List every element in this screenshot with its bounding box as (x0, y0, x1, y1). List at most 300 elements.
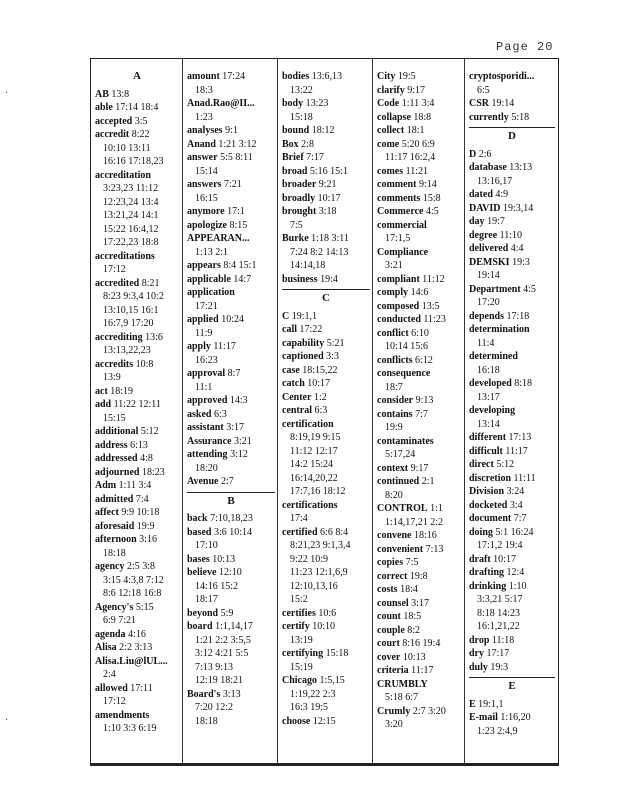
index-entry (377, 165, 462, 179)
index-term: contaminates (377, 435, 434, 447)
index-term: allowed (95, 682, 128, 694)
index-term: APPEARAN... (187, 233, 250, 244)
page-line-refs: 7:24 8:2 14:13 (290, 246, 349, 258)
page-line-refs: 10:8 (133, 358, 154, 370)
page-line-refs: 15:15 (103, 412, 126, 424)
index-term: direct (469, 459, 494, 470)
page-line-refs: 3:21 (231, 435, 252, 447)
index-entry (377, 408, 462, 435)
page-line-refs: 3:12 (227, 449, 248, 460)
page-line-refs: 3:6 10:14 (211, 526, 253, 538)
index-term: E-mail (469, 712, 498, 723)
index-entry (282, 323, 370, 337)
page-line-refs: 11:17 (502, 445, 528, 457)
page-line-refs: 19:14 (489, 98, 515, 109)
index-entry (95, 385, 179, 399)
index-term: D (469, 148, 477, 160)
index-term: bases (187, 553, 210, 565)
index-term: comments (377, 192, 421, 204)
index-entry (187, 408, 275, 422)
page-line-refs: 14:7 (230, 273, 252, 285)
index-term: drafting (469, 567, 504, 578)
index-term: accredited (95, 277, 140, 289)
page-line-refs: 2:2 3:13 (116, 642, 153, 653)
page-line-refs: 18:16 (411, 530, 437, 541)
page-line-refs: 14:16 15:2 (195, 580, 239, 592)
index-column-3 (282, 70, 370, 728)
index-term: adjourned (95, 466, 140, 478)
index-entry (95, 655, 179, 682)
page-line-refs: 15:18 (290, 111, 313, 123)
index-term: Burke (282, 233, 309, 244)
page-line-refs: 2:6 (476, 148, 492, 160)
page-line-refs: 3:13 (220, 688, 241, 700)
page-line-refs: 17:14 18:4 (112, 102, 159, 113)
index-entry (377, 556, 462, 570)
page-line-refs: 1:16,20 (497, 712, 531, 723)
index-entry (282, 151, 370, 165)
index-entry (95, 439, 179, 453)
index-term: docketed (469, 499, 508, 511)
index-entry (469, 148, 555, 162)
page-line-refs: 11:11 (511, 472, 536, 484)
page-line-refs: 6:6 8:4 (317, 526, 349, 538)
page-line-refs: 3:17 (223, 422, 244, 433)
index-term: CONTROL (377, 503, 428, 514)
index-term: accreditation (95, 169, 151, 181)
index-column-5 (469, 70, 555, 738)
page-line-refs: 4:9 (492, 189, 509, 200)
index-term: come (377, 138, 400, 150)
index-entry (469, 458, 555, 472)
index-entry (95, 466, 179, 480)
index-term: Code (377, 98, 400, 109)
page-line-refs: 3:5 (132, 115, 148, 127)
index-entry (187, 340, 275, 367)
index-term: Adm (95, 480, 117, 491)
index-term: amount (187, 71, 220, 82)
section-letter-header: B (187, 492, 275, 509)
index-entry (282, 350, 370, 364)
page-line-refs: 14:6 (408, 287, 429, 298)
page-line-refs: 18:1 (404, 125, 425, 136)
page-line-refs: 15:2 (290, 594, 308, 605)
page-line-refs: 3:16 (136, 534, 157, 545)
column-divider (182, 58, 183, 764)
page-line-refs: 17:12 (103, 264, 126, 275)
page-line-refs: 9:9 10:18 (118, 507, 160, 518)
index-entry (377, 205, 462, 219)
page-line-refs: 19:9 (385, 422, 403, 433)
index-entry (95, 115, 179, 129)
page-line-refs: 8:7 (225, 368, 241, 379)
page-line-refs: 12:10 (216, 567, 242, 578)
index-term: Alisa.Liu@lUL... (95, 655, 168, 667)
index-entry (95, 479, 179, 493)
page-line-refs: 7:13 9:13 (195, 661, 234, 673)
index-term: C (282, 310, 290, 322)
index-term: Compliance (377, 246, 429, 258)
index-term: database (469, 162, 507, 173)
index-term: degree (469, 229, 498, 241)
index-entry (187, 286, 275, 313)
index-term: certifies (282, 607, 316, 619)
index-entry (469, 512, 555, 526)
page-line-refs: 6:3 (312, 405, 328, 416)
index-term: certifying (282, 648, 324, 659)
index-term: accredits (95, 358, 134, 370)
page-line-refs: 1:21 3:12 (215, 138, 257, 150)
index-entry (469, 323, 555, 350)
page-line-refs: 1:1,14,17 (212, 621, 253, 632)
index-entry (95, 493, 179, 507)
page-line-refs: 8:2 (404, 624, 421, 636)
index-entry (469, 202, 555, 216)
page-line-refs: 10:13 (209, 553, 236, 565)
index-term: criteria (377, 665, 409, 676)
page-line-refs: 14:14,18 (290, 260, 326, 271)
index-term: clarify (377, 84, 405, 96)
page-line-refs: 8:23 9:3,4 10:2 (103, 291, 164, 302)
column-divider (464, 58, 465, 764)
page-line-refs: 13:16,17 (477, 175, 513, 187)
page-line-refs: 18:18 (195, 715, 218, 727)
page-line-refs: 7:10,18,23 (207, 513, 253, 524)
index-term: Anand (187, 138, 216, 150)
page-line-refs: 17:17 (484, 648, 510, 659)
index-entry (377, 84, 462, 98)
page-line-refs: 3:12 4:21 5:5 (195, 648, 249, 659)
page-line-refs: 10:13 (400, 651, 426, 663)
index-term: body (282, 98, 304, 109)
index-entry (187, 259, 275, 273)
index-term: capability (282, 337, 325, 349)
column-divider (372, 58, 373, 764)
index-entry (377, 543, 462, 557)
index-term: additional (95, 426, 139, 437)
index-term: delivered (469, 243, 509, 254)
index-term: captioned (282, 351, 324, 362)
index-entry (187, 526, 275, 553)
page-line-refs: 7:4 (133, 493, 149, 505)
index-entry (187, 205, 275, 219)
index-entry (95, 601, 179, 628)
page-line-refs: 17:22,23 18:8 (103, 237, 159, 248)
page-line-refs: 7:5 (403, 557, 419, 568)
page-line-refs: 17:11 (127, 682, 153, 694)
index-entry (469, 431, 555, 445)
index-term: copies (377, 557, 404, 568)
page-line-refs: 19:8 (407, 570, 428, 582)
page-line-refs: 16:15 (195, 192, 218, 204)
index-term: DEMSKI (469, 256, 510, 268)
index-term: bodies (282, 71, 310, 82)
index-entry (282, 715, 370, 729)
page-line-refs: 18:17 (195, 594, 218, 605)
index-term: applicable (187, 273, 231, 285)
index-entry (377, 462, 462, 476)
index-entry (282, 647, 370, 674)
index-entry (187, 566, 275, 607)
index-term: accepted (95, 115, 133, 127)
page-line-refs: 2:5 3:8 (124, 561, 156, 572)
index-term: board (187, 621, 213, 632)
index-term: dated (469, 189, 493, 200)
index-entry (282, 70, 370, 97)
index-entry (187, 512, 275, 526)
page-line-refs: 19:1,1 (475, 698, 504, 710)
index-term: certified (282, 526, 318, 538)
index-entry (469, 229, 555, 243)
page-line-refs: 19:1,1 (289, 310, 318, 322)
page-line-refs: 7:13 (423, 543, 444, 555)
page-line-refs: 17:24 (219, 71, 246, 82)
index-term: discretion (469, 472, 512, 484)
page-line-refs: 8:15 (227, 219, 248, 231)
index-term: commercial (377, 219, 427, 231)
page-line-refs: 11:17 (210, 341, 236, 352)
page-line-refs: 10:10 (309, 621, 336, 632)
index-term: comment (377, 179, 417, 190)
index-entry (95, 520, 179, 534)
index-term: conflict (377, 327, 409, 339)
index-term: choose (282, 715, 311, 727)
page-line-refs: 5:5 8:11 (217, 152, 253, 163)
index-term: anymore (187, 206, 225, 217)
index-entry (95, 128, 179, 169)
index-term: cover (377, 651, 401, 663)
index-entry (282, 337, 370, 351)
index-entry (187, 475, 275, 489)
index-entry (282, 607, 370, 621)
index-term: apply (187, 341, 211, 352)
index-term: Box (282, 138, 299, 150)
index-entry (469, 310, 555, 324)
page-line-refs: 10:10 13:11 (103, 142, 151, 154)
page-line-refs: 19:3 (509, 256, 530, 268)
index-entry (95, 398, 179, 425)
page-line-refs: 18:5 (400, 611, 422, 622)
index-column-4 (377, 70, 462, 732)
index-entry (377, 70, 462, 84)
page-line-refs: 8:6 12:18 16:8 (103, 588, 162, 599)
page-line-refs: 9:14 (416, 179, 437, 190)
index-entry (469, 634, 555, 648)
index-entry (377, 286, 462, 300)
index-term: agency (95, 561, 125, 572)
index-entry (377, 219, 462, 246)
page-line-refs: 16:14,20,22 (290, 472, 338, 484)
page-line-refs: 5:12 (138, 426, 159, 437)
page-line-refs: 14:3 (227, 395, 248, 406)
page-line-refs: 13:14 (477, 418, 500, 430)
index-entry (187, 97, 275, 124)
index-term: agenda (95, 628, 126, 640)
index-entry (469, 566, 555, 580)
index-term: difficult (469, 445, 503, 457)
index-entry (377, 435, 462, 462)
page-line-refs: 9:21 (316, 179, 337, 190)
index-term: convenient (377, 543, 424, 555)
index-term: attending (187, 449, 228, 460)
index-entry (282, 192, 370, 206)
index-entry (282, 526, 370, 607)
page-line-refs: 7:20 12:2 (195, 702, 234, 713)
page-line-refs: 7:7 (412, 408, 428, 420)
index-entry (469, 283, 555, 310)
index-term: apologize (187, 219, 227, 231)
page-line-refs: 2:4 (103, 669, 116, 680)
index-entry (187, 124, 275, 138)
page-line-refs: 19:3,14 (500, 202, 534, 214)
index-term: duly (469, 661, 488, 673)
index-entry (95, 88, 179, 102)
index-entry (95, 101, 179, 115)
index-entry (469, 404, 555, 431)
page-line-refs: 11:12 (419, 273, 445, 285)
page-line-refs: 5:18 (508, 111, 530, 123)
index-term: based (187, 526, 212, 538)
index-term: add (95, 399, 112, 410)
index-entry (469, 111, 555, 125)
index-entry (187, 435, 275, 449)
page-line-refs: 11:23 12:1,6,9 (290, 567, 348, 578)
index-term: context (377, 462, 409, 474)
page-line-refs: 17:20 (477, 297, 500, 308)
index-entry (95, 506, 179, 520)
index-term: document (469, 513, 512, 524)
page-line-refs: 16:16 17:18,23 (103, 156, 164, 167)
page-line-refs: 9:17 (408, 462, 429, 474)
index-term: aforesaid (95, 520, 135, 532)
page-line-refs: 3:3 (323, 351, 339, 362)
page-line-refs: 18:12 (309, 125, 335, 136)
page-line-refs: 15:19 (290, 661, 313, 673)
page-line-refs: 6:12 (412, 354, 433, 366)
index-term: address (95, 439, 128, 451)
page-line-refs: 6:9 7:21 (103, 615, 137, 626)
index-entry (282, 165, 370, 179)
index-entry (377, 705, 462, 732)
page-line-refs: 1:5,15 (317, 675, 345, 686)
page-line-refs: 12:23,24 13:4 (103, 196, 159, 208)
page-line-refs: 3:4 (507, 499, 523, 511)
page-line-refs: 9:1 (222, 125, 238, 136)
index-term: Alisa (95, 642, 117, 653)
index-entry (282, 620, 370, 647)
page-line-refs: 17:13 (506, 432, 532, 443)
column-divider (277, 58, 278, 764)
page-line-refs: 1:19,22 2:3 (290, 688, 336, 700)
page-line-refs: 10:17 (304, 378, 331, 389)
index-entry (469, 647, 555, 661)
index-term: conducted (377, 314, 421, 325)
page-line-refs: 2:7 (218, 476, 234, 487)
index-entry (377, 570, 462, 584)
page-line-refs: 3:24 (504, 486, 525, 497)
index-entry (469, 472, 555, 486)
index-entry (95, 250, 179, 277)
page-line-refs: 8:18 14:23 (477, 607, 521, 619)
page-line-refs: 2:8 (298, 138, 314, 150)
index-entry (95, 682, 179, 709)
index-entry (469, 580, 555, 634)
page-line-refs: 8:16 19:4 (399, 638, 441, 649)
page-line-refs: 16:1,21,22 (477, 621, 520, 632)
index-term: counsel (377, 597, 409, 609)
page-line-refs: 13:10,15 16:1 (103, 304, 159, 316)
page-line-refs: 18:19 (107, 385, 134, 397)
index-term: accredit (95, 129, 130, 140)
page-line-refs: 11:9 (195, 327, 213, 339)
page-line-refs: 17:22 (297, 324, 323, 335)
page-line-refs: 1:14,17,21 2:2 (385, 516, 444, 528)
index-term: case (282, 364, 300, 376)
page-line-refs: 13:8 (108, 88, 130, 100)
index-term: continued (377, 476, 420, 487)
page-line-refs: 15:8 (420, 192, 441, 204)
page-line-refs: 4:4 (508, 243, 524, 254)
page-line-refs: 17:10 (195, 540, 218, 551)
page-line-refs: 13:23 (303, 98, 329, 109)
index-term: Division (469, 486, 505, 497)
index-entry (282, 674, 370, 715)
page-line-refs: 4:8 (137, 453, 153, 464)
page-line-refs: 13:19 (290, 634, 313, 646)
page-line-refs: 11:4 (477, 337, 495, 349)
index-entry (187, 219, 275, 233)
index-entry (377, 664, 462, 678)
section-letter-header: C (282, 289, 370, 306)
index-entry (187, 70, 275, 97)
index-term: day (469, 216, 485, 227)
index-term: call (282, 324, 297, 335)
index-entry (282, 499, 370, 526)
index-entry (95, 169, 179, 250)
index-term: Department (469, 283, 521, 295)
page-line-refs: 5:18 6:7 (385, 692, 419, 703)
index-entry (377, 124, 462, 138)
index-term: business (282, 273, 318, 285)
index-term: assistant (187, 422, 224, 433)
page-line-refs: 2:1 (419, 476, 435, 487)
index-entry (469, 698, 555, 712)
page-line-refs: 7:7 (511, 513, 527, 524)
index-column-1 (95, 70, 179, 736)
index-entry (282, 232, 370, 273)
page-line-refs: 3:3,21 5:17 (477, 594, 523, 605)
index-term: Agency's (95, 601, 134, 613)
index-term: DAVID (469, 202, 501, 214)
index-term: Anad.Rao@II... (187, 98, 255, 109)
index-entry (469, 70, 555, 97)
index-term: doing (469, 526, 493, 538)
index-entry (469, 661, 555, 675)
index-entry (95, 331, 179, 358)
index-entry (377, 583, 462, 597)
page-line-refs: 4:5 (520, 283, 536, 295)
index-term: certification (282, 418, 334, 430)
index-term: determination (469, 324, 530, 335)
page-line-refs: 3:23,23 11:12 (103, 183, 159, 194)
index-term: approved (187, 395, 228, 406)
index-entry (95, 533, 179, 560)
index-term: currently (469, 111, 509, 123)
index-entry (469, 188, 555, 202)
page-line-refs: 16:18 (477, 364, 500, 376)
page-line-refs: 17:1,2 19:4 (477, 540, 523, 551)
index-entry (377, 367, 462, 394)
